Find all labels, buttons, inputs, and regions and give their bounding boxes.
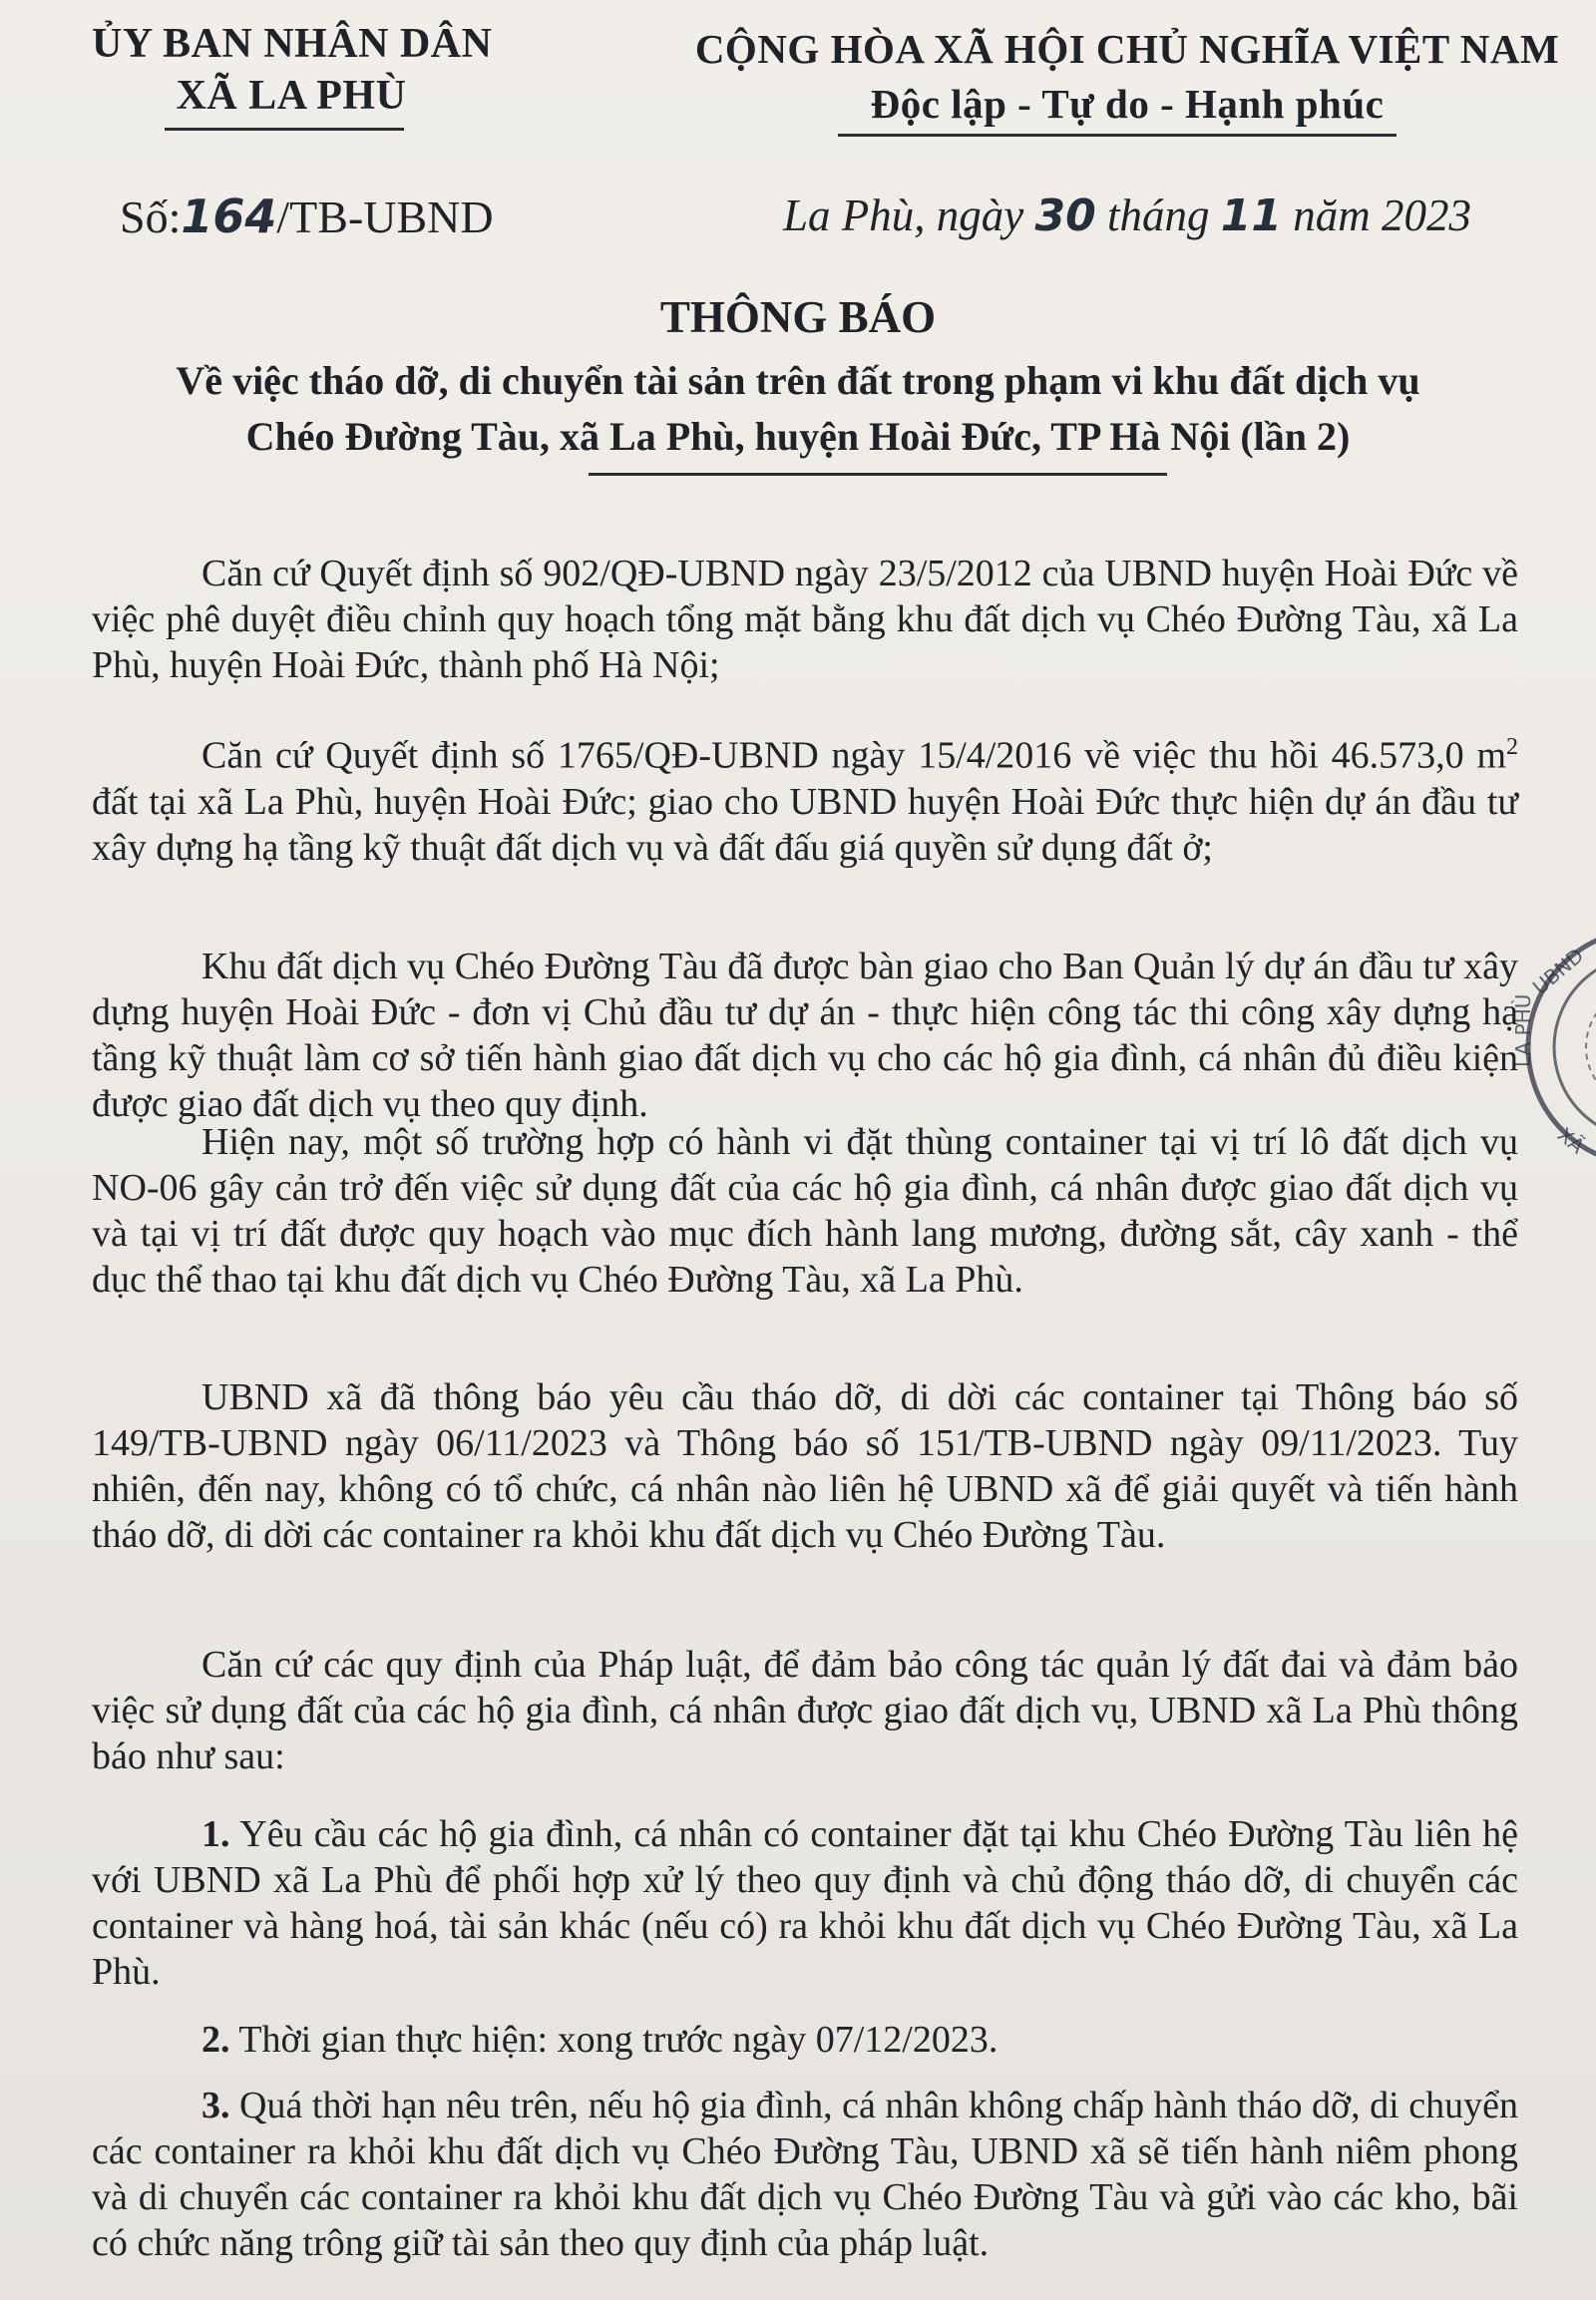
document-subtitle-line2: Chéo Đường Tàu, xã La Phù, huyện Hoài Đức, TP Hà Nội (lần 2): [245, 414, 1351, 459]
paragraph-current-situation: Hiện nay, một số trường hợp có hành vi đặt thùng container tại vị trí lô đất dịch vụ NO-06 gây cản trở đến việc sử dụng đất của các hộ gia đình, cá nhân được giao đất dịch vụ và tại vị trí đất được quy hoạch vào mục đích hành lang mương, đường sắt, cây xanh - thể dục thể thao tại khu đất dịch vụ Chéo Đường Tàu, xã La Phù.: [92, 1121, 1518, 1301]
document-subtitle-line1: Về việc tháo dỡ, di chuyển tài sản trên đất trong phạm vi khu đất dịch vụ: [176, 358, 1420, 403]
item-number-2: 2.: [201, 2019, 230, 2061]
p2-superscript: 2: [1506, 734, 1518, 760]
paragraph-announcement: Căn cứ các quy định của Pháp luật, để đảm bảo công tác quản lý đất đai và đảm bảo việc sử dụng đất của các hộ gia đình, cá nhân được giao đất dịch vụ, UBND xã La Phù thông báo như sau:: [92, 1644, 1518, 1777]
official-seal-icon: [1496, 918, 1596, 1177]
svg-text:UBND: UBND: [1527, 943, 1589, 999]
doc-number-handwritten: 164: [181, 190, 277, 243]
national-title: CỘNG HÒA XÃ HỘI CHỦ NGHĨA VIỆT NAM: [694, 26, 1560, 72]
svg-text:LA PHÙ: LA PHÙ: [1511, 993, 1535, 1067]
item-number-1: 1.: [201, 1813, 230, 1855]
item-text-2: Thời gian thực hiện: xong trước ngày 07/12/2023.: [238, 2019, 998, 2061]
document-title: THÔNG BÁO: [659, 292, 937, 342]
date-place: La Phù, ngày: [783, 191, 1024, 240]
item-text-1: Yêu cầu các hộ gia đình, cá nhân có container đặt tại khu Chéo Đường Tàu liên hệ với UBND xã La Phù để phối hợp xử lý theo quy định và chủ động tháo dỡ, di chuyển các container và hàng hoá, tài sản khác (nếu có) ra khỏi khu đất dịch vụ Chéo Đường Tàu, xã La Phù.: [92, 1813, 1518, 1993]
issue-date: [783, 190, 1471, 241]
doc-number-suffix: /TB-UBND: [276, 192, 494, 242]
paragraph-legal-basis-1: Căn cứ Quyết định số 902/QĐ-UBND ngày 23/5/2012 của UBND huyện Hoài Đức về việc phê duyệt điều chỉnh quy hoạch tổng mặt bằng khu đất dịch vụ Chéo Đường Tàu, xã La Phù, huyện Hoài Đức, thành phố Hà Nội;: [92, 553, 1518, 686]
paragraph-handover: Khu đất dịch vụ Chéo Đường Tàu đã được bàn giao cho Ban Quản lý dự án đầu tư xây dựng huyện Hoài Đức - đơn vị Chủ đầu tư dự án - thực hiện công tác thi công xây dựng hạ tầng kỹ thuật làm cơ sở tiến hành giao đất dịch vụ cho các hộ gia đình, cá nhân đủ điều kiện được giao đất dịch vụ theo quy định.: [92, 946, 1518, 1125]
list-item-1: [92, 1811, 1518, 1995]
national-motto: Độc lập - Tự do - Hạnh phúc: [870, 81, 1385, 127]
p2-text-a: Căn cứ Quyết định số 1765/QĐ-UBND ngày 15/4/2016 về việc thu hồi 46.573,0 m: [201, 734, 1506, 777]
p2-text-b: đất tại xã La Phù, huyện Hoài Đức; giao cho UBND huyện Hoài Đức thực hiện dự án đầu tư xây dựng hạ tầng kỹ thuật đất dịch vụ và đất đấu giá quyền sử dụng đất ở;: [92, 780, 1518, 869]
list-item-2: [92, 2017, 1518, 2063]
list-item-3: [92, 2083, 1518, 2266]
item-number-3: 3.: [201, 2085, 230, 2126]
issuer-name: ỦY BAN NHÂN DÂN: [92, 21, 493, 67]
motto-underline: [838, 134, 1396, 137]
svg-text:XÃ: XÃ: [1552, 1122, 1590, 1159]
document-number: [120, 190, 494, 243]
item-text-3: Quá thời hạn nêu trên, nếu hộ gia đình, cá nhân không chấp hành tháo dỡ, di chuyển các container ra khỏi khu đất dịch vụ Chéo Đường Tàu, UBND xã sẽ tiến hành niêm phong và di chuyển các container ra khỏi khu đất dịch vụ Chéo Đường Tàu và gửi vào các kho, bãi có chức năng trông giữ tài sản theo quy định của pháp luật.: [92, 2085, 1518, 2264]
paragraph-previous-notices: UBND xã đã thông báo yêu cầu tháo dỡ, di dời các container tại Thông báo số 149/TB-UBND ngày 06/11/2023 và Thông báo số 151/TB-UBND ngày 09/11/2023. Tuy nhiên, đến nay, không có tổ chức, cá nhân nào liên hệ UBND xã để giải quyết và tiến hành tháo dỡ, di dời các container ra khỏi khu đất dịch vụ Chéo Đường Tàu.: [92, 1376, 1518, 1556]
date-day-handwritten: 30: [1034, 191, 1096, 241]
paragraph-legal-basis-2: [92, 724, 1518, 871]
title-underline: [589, 473, 1167, 476]
date-month-label: tháng: [1106, 191, 1210, 240]
issuer-underline: [165, 128, 404, 131]
date-month-handwritten: 11: [1220, 191, 1282, 241]
issuer-commune: XÃ LA PHÙ: [176, 73, 407, 119]
date-year: năm 2023: [1293, 191, 1471, 240]
doc-number-prefix: Số:: [120, 192, 182, 242]
